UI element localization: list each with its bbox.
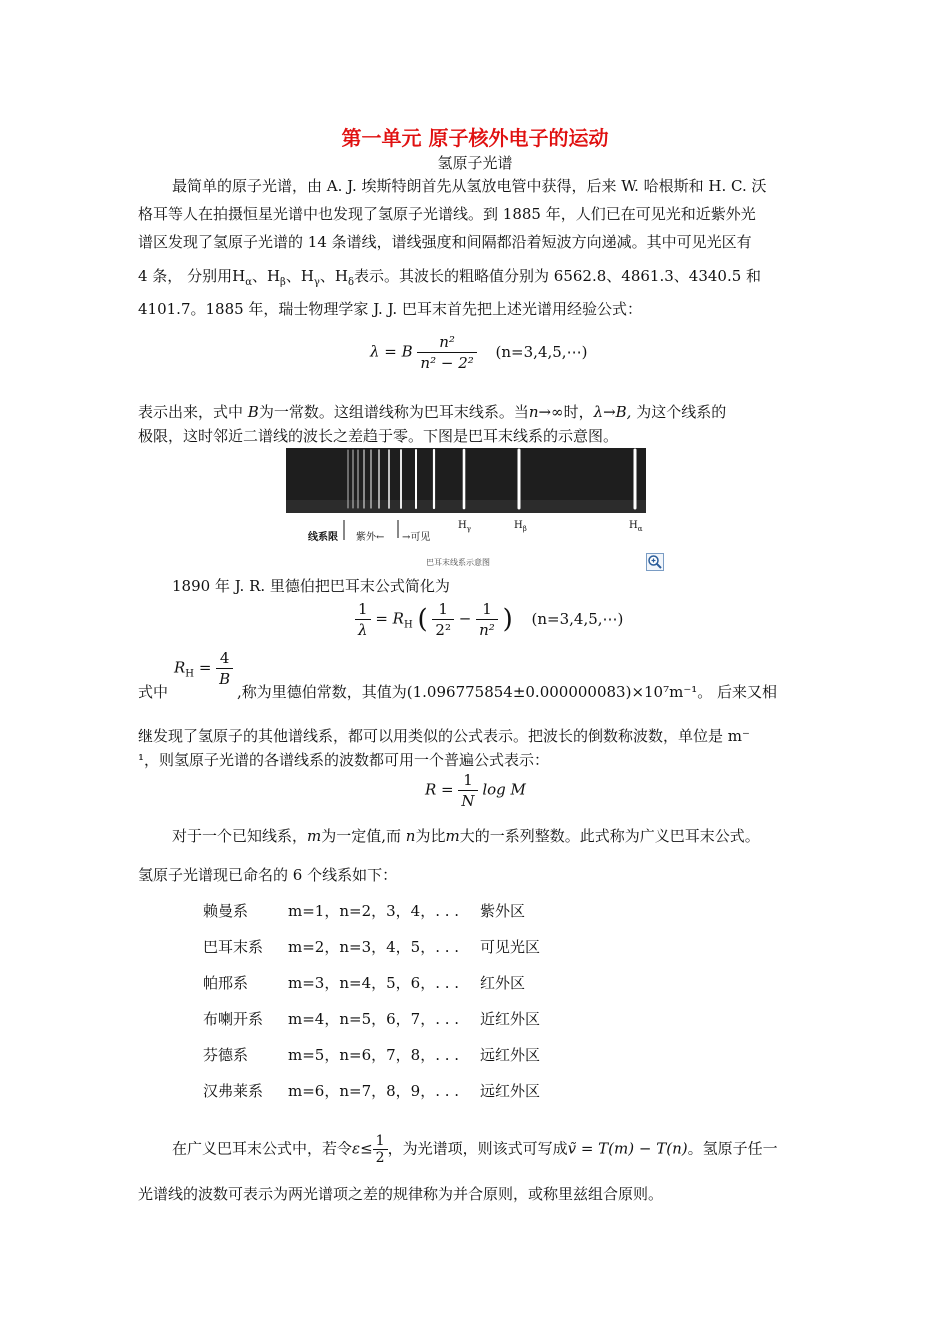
balmer-formula [370,332,587,373]
text-fragment: 。氢原子任一 [687,1139,778,1158]
fraction-numerator: 1 [476,599,498,620]
symbol-b: B [247,403,259,421]
zoom-icon[interactable] [646,553,664,571]
paragraph-4-prefix: 式中 [138,683,169,701]
fraction-numerator: 4 [216,648,233,669]
gamma-subscript: γ [466,525,471,533]
alpha-subscript: α [245,277,252,288]
text-fragment: 时， [563,403,594,421]
paragraph-1-line-2: 格耳等人在拍摄恒星光谱中也发现了氢原子光谱线。到 1885 年，人们已在可见光和近紫外光 [138,205,756,223]
series-values: m=5，n=6，7，8，. . . [288,1046,460,1064]
rydberg-formula [355,599,623,640]
fraction-numerator: 1 [458,770,477,791]
half-fraction [373,1133,388,1166]
series-name: 赖曼系 [203,902,249,920]
h-gamma-symbol: 、H [285,267,314,285]
h-alpha-label [629,520,642,533]
series-values: m=2，n=3，4，5，. . . [288,938,460,956]
fraction-denominator: N [461,792,475,810]
general-formula [425,770,526,811]
beta-subscript: β [280,277,286,288]
symbol-n: n [405,827,416,845]
text-fragment: 4 条， 分别用 [138,267,233,285]
series-name: 布喇开系 [203,1010,264,1028]
gamma-subscript: γ [313,277,320,288]
text-fragment: ，为光谱项，则该式可写成 [387,1139,568,1158]
h-beta-label [514,520,527,533]
fraction-denominator: B [219,670,231,688]
rh-definition [174,648,233,689]
fraction-numerator: 1 [432,599,454,620]
rh-symbol: = R [375,609,404,628]
symbol-m: m [445,827,460,845]
paragraph-6-line-2: 氢原子光谱现已命名的 6 个线系如下： [138,866,398,884]
lhs-fraction [355,599,371,640]
h-letter: H [514,520,523,531]
rh-subscript: H [185,668,195,680]
series-name: 帕邢系 [203,974,249,992]
equals-sign: = [198,658,212,677]
text-fragment: 为一定值,而 [321,827,406,845]
series-limit-label: 线系限 [308,532,338,543]
fraction-numerator: n² [417,332,476,353]
page-title: 第一单元 原子核外电子的运动 [341,126,609,150]
formula-lhs: λ = B [370,342,413,361]
fraction-two [476,599,498,640]
paragraph-3: 1890 年 J. R. 里德伯把巴耳末公式简化为 [172,577,450,595]
series-name: 芬德系 [203,1046,249,1064]
text-fragment: 大的一系列整数。此式称为广义巴耳末公式。 [459,827,760,845]
fraction-denominator: λ [358,621,368,639]
text-fragment: 表示。其波长的粗略值分别为 6562.8、4861.3、4340.5 和 [354,267,762,285]
series-values: m=4，n=5，6，7，. . . [288,1010,460,1028]
less-equal-sign: ≤ [360,1139,373,1158]
h-beta-symbol: 、H [251,267,281,285]
text-fragment: 为这个线系的 [631,403,727,421]
paragraph-1-line-3: 谱区发现了氢原子光谱的 14 条谱线，谱线强度和间隔都沿着短波方向递减。其中可见光区有 [138,233,752,251]
fraction-denominator: 2 [375,1150,385,1166]
epsilon-symbol: ε [352,1139,361,1158]
series-values: m=1，n=2，3，4，. . . [288,902,460,920]
visible-label: →可见 [402,532,431,543]
series-region: 可见光区 [480,938,541,956]
fraction-denominator: n² − 2² [420,354,474,372]
text-fragment: 表示出来，式中 [138,403,248,421]
series-name: 巴耳末系 [203,938,264,956]
lambda-to-b: λ→B, [593,403,632,421]
formula-condition: (n=3,4,5,⋯) [531,609,624,628]
fraction-numerator: 1 [373,1133,388,1150]
formula-condition: (n=3,4,5,⋯) [495,342,588,361]
uv-label: 紫外← [356,532,385,543]
delta-subscript: δ [348,277,355,288]
balmer-series-figure [286,448,646,573]
rh-symbol: R [174,658,186,677]
paragraph-5-line-1: 继发现了氢原子的其他谱线系，都可以用类似的公式表示。把波长的倒数称波数，单位是 m⁻ [138,727,750,745]
n-to-infinity: n→∞ [528,403,564,421]
paragraph-7-line-2: 光谱线的波数可表示为两光谱项之差的规律称为并合原则，或称里兹组合原则。 [138,1185,664,1203]
figure-caption: 巴耳末线系示意图 [426,558,490,567]
series-values: m=6，n=7，8，9，. . . [288,1082,460,1100]
fraction-denominator: 2² [435,621,451,639]
h-gamma-label [458,520,471,533]
series-region: 近红外区 [480,1010,541,1028]
series-region: 紫外区 [480,902,526,920]
text-fragment: 对于一个已知线系， [172,827,308,845]
paragraph-5-line-2: ¹，则氢原子光谱的各谱线系的波数都可用一个普遍公式表示： [138,751,550,769]
h-alpha [232,267,252,288]
beta-subscript: β [522,525,527,533]
series-region: 红外区 [480,974,526,992]
formula-rhs: log M [482,780,526,799]
rh-subscript: H [403,619,413,631]
h-letter: H [458,520,467,531]
formula-fraction [417,332,476,373]
rh-fraction [216,648,233,689]
series-region: 远红外区 [480,1046,541,1064]
h-letter: H [629,520,638,531]
symbol-m: m [307,827,322,845]
term-difference-formula: ṽ = T(m) − T(n) [567,1139,688,1158]
series-region: 远红外区 [480,1082,541,1100]
left-paren: ( [417,604,428,635]
paragraph-1-line-5: 4101.7。1885 年，瑞士物理学家 J. J. 巴耳末首先把上述光谱用经验公式： [138,300,642,318]
paragraph-6-line-1 [172,825,760,847]
spectrum-image [286,448,646,573]
text-fragment: 为比 [415,827,446,845]
text-fragment: 在广义巴耳末公式中，若令 [172,1139,353,1158]
fraction-denominator: n² [479,621,495,639]
paragraph-2-line-1 [138,401,726,423]
formula-lhs: R = [425,780,454,799]
paragraph-1-line-4 [138,265,761,294]
minus-sign: − [458,609,472,628]
text-fragment: 为一常数。这组谱线称为巴耳末线系。当 [258,403,529,421]
paragraph-2-line-2: 极限，这时邻近二谱线的波长之差趋于零。下图是巴耳末线系的示意图。 [138,427,619,445]
fraction-numerator: 1 [355,599,371,620]
formula-fraction [458,770,477,811]
section-subtitle: 氢原子光谱 [437,154,513,172]
fraction-one [432,599,454,640]
series-name: 汉弗莱系 [203,1082,264,1100]
paragraph-1-line-1: 最简单的原子光谱，由 A. J. 埃斯特朗首先从氢放电管中获得，后来 W. 哈根斯和 H. C. 沃 [172,177,767,195]
alpha-subscript: α [637,525,643,533]
right-paren: ) [502,604,513,635]
paragraph-4-text: ,称为里德伯常数，其值为(1.096775854±0.000000083)×10⁷m⁻¹。 后来又相 [237,683,778,701]
h-delta-symbol: 、H [319,267,348,285]
h-symbol: H [232,267,246,285]
series-values: m=3，n=4，5，6，. . . [288,974,460,992]
paragraph-7-line-1 [172,1133,778,1166]
